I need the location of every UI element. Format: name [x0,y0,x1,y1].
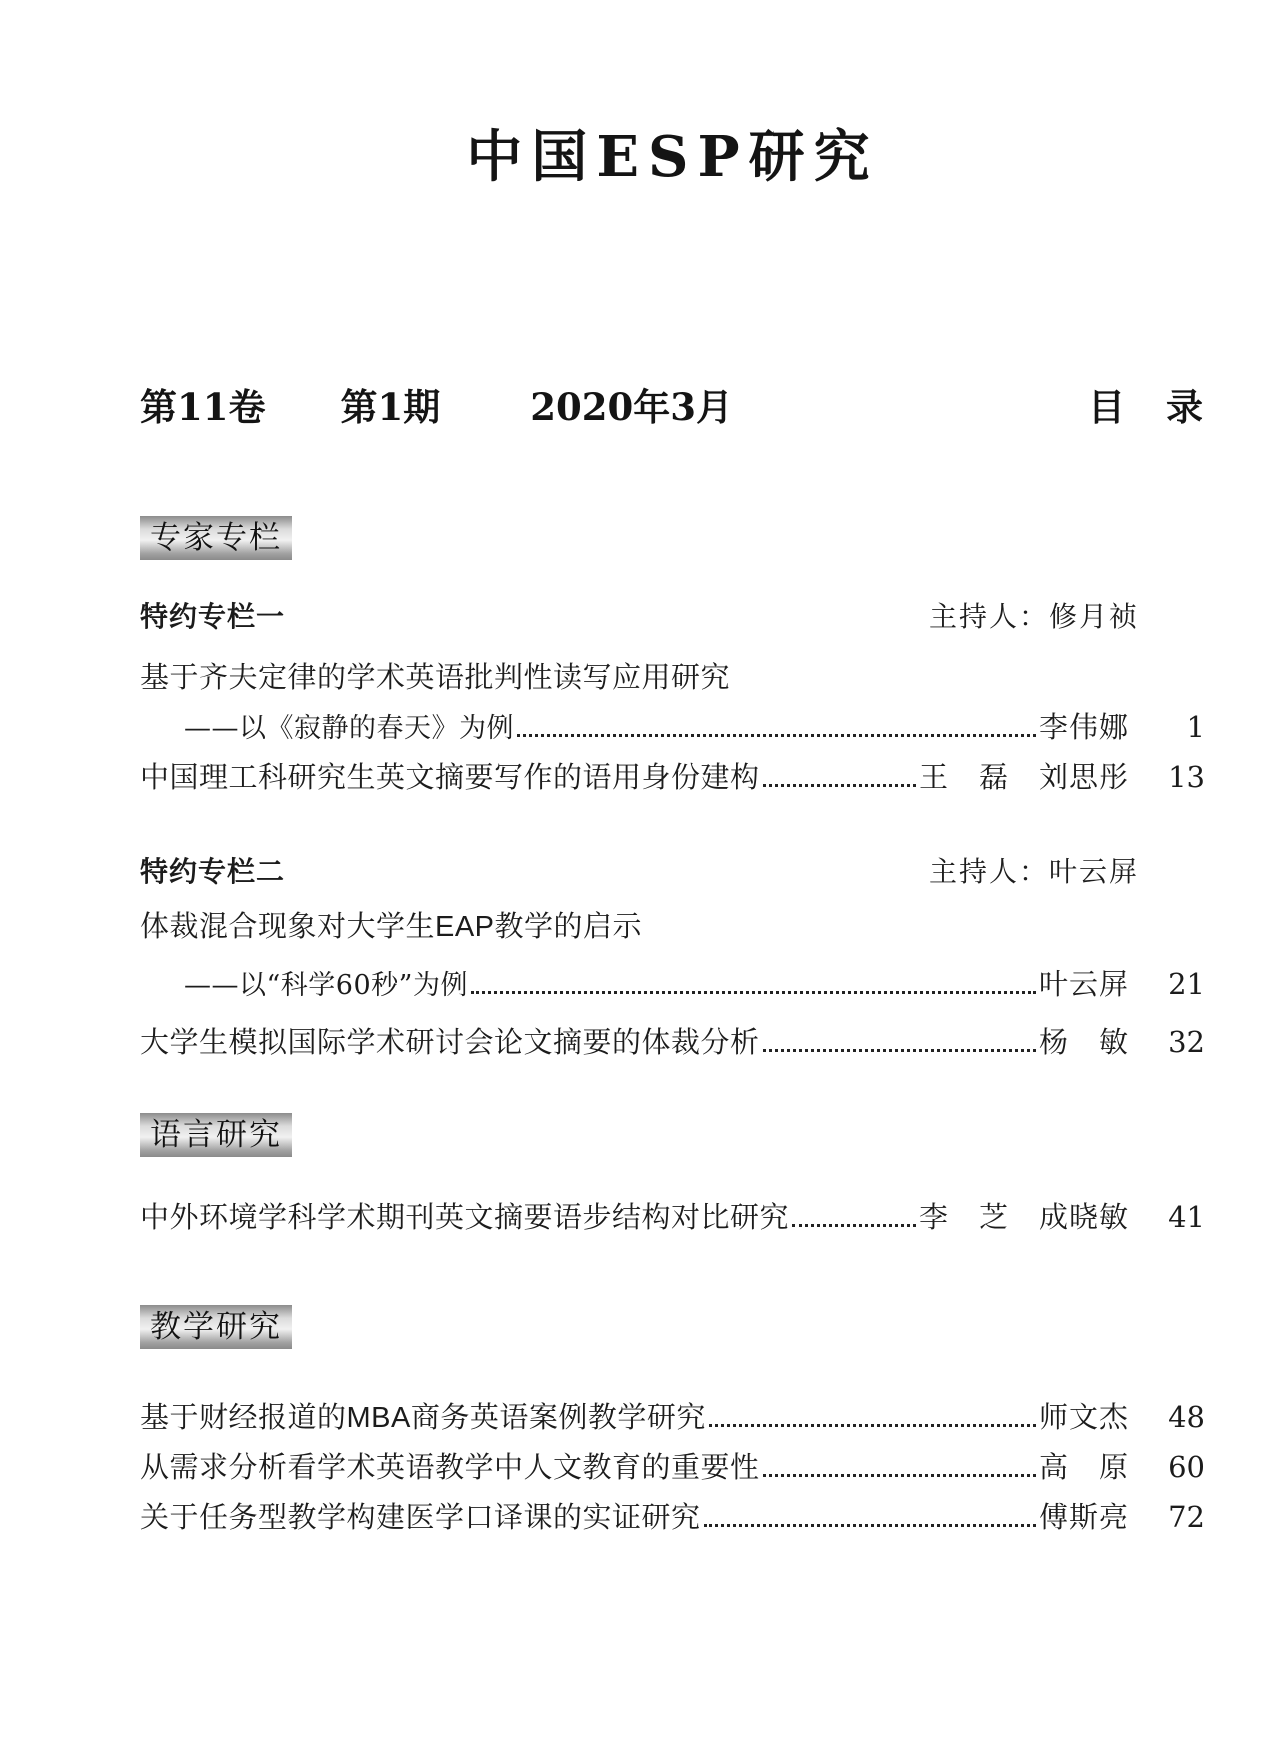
toc-entry [140,1495,1205,1545]
toc-entry [140,1395,1205,1445]
entry-authors: 叶云屏 [1038,969,1129,1002]
entry-authors: 李伟娜 [1038,712,1129,745]
entry-title: 大学生模拟国际学术研讨会论文摘要的体裁分析 [140,1027,760,1060]
entry-page-number: 60 [1168,1450,1205,1485]
masthead [140,383,1205,431]
dot-leader [792,1220,916,1227]
toc-entry [140,655,1205,705]
section-expert-columns [140,516,1205,1070]
toc-entry [140,1020,1205,1070]
dot-leader [709,1420,1036,1427]
column-heading-one: 特约专栏一 [140,601,286,633]
entry-authors: 王 磊 刘思彤 [918,762,1129,795]
volume-label: 第11卷 [140,385,266,430]
entry-page-number: 72 [1168,1500,1205,1535]
section-badge-line [140,1305,1205,1349]
issue-label: 第1期 [340,385,441,430]
section-badge-line [140,516,1205,560]
dot-leader [517,730,1036,737]
entry-title: 体裁混合现象对大学生EAP教学的启示 [140,911,643,944]
toc-entry [140,904,1205,954]
entry-authors: 杨 敏 [1038,1027,1129,1060]
section-teaching-research [140,1305,1205,1545]
section-badge-line [140,1113,1205,1157]
entry-authors: 高 原 [1038,1452,1129,1485]
section-badge-language: 语言研究 [140,1113,292,1157]
entry-page-number: 41 [1168,1200,1205,1235]
journal-title: 中国ESP研究 [466,124,879,190]
toc-entry [140,705,1205,755]
column-heading-row [140,850,1205,900]
dot-leader [471,987,1036,994]
section-badge-experts: 专家专栏 [140,516,292,560]
host-label: 主持人：叶云屏 [928,855,1139,889]
entry-authors: 傅斯亮 [1038,1502,1129,1535]
section-badge-teaching: 教学研究 [140,1305,292,1349]
entry-page-number: 13 [1168,760,1205,795]
dot-leader [763,1045,1036,1052]
entry-subtitle: ——以“科学60秒”为例 [184,970,468,1002]
host-label: 主持人：修月祯 [928,600,1139,634]
entry-subtitle: ——以《寂静的春天》为例 [184,713,514,745]
entry-authors: 李 芝 成晓敏 [918,1202,1129,1235]
date-label: 2020年3月 [530,385,733,430]
dot-leader [704,1520,1036,1527]
toc-entry [140,962,1205,1012]
entry-title: 中国理工科研究生英文摘要写作的语用身份建构 [140,762,760,795]
dot-leader [763,780,916,787]
toc-entry [140,1195,1205,1245]
entry-page-number: 32 [1168,1025,1205,1060]
entry-page-number: 21 [1168,967,1205,1002]
entry-title: 基于齐夫定律的学术英语批判性读写应用研究 [140,662,731,695]
entry-title: 从需求分析看学术英语教学中人文教育的重要性 [140,1452,760,1485]
column-heading-row [140,595,1205,645]
entry-page-number: 1 [1186,710,1205,745]
toc-entry [140,1445,1205,1495]
column-heading-two: 特约专栏二 [140,856,286,888]
section-language-research [140,1113,1205,1245]
entry-page-number: 48 [1168,1400,1205,1435]
toc-entry [140,755,1205,805]
contents-label: 目 录 [1088,385,1205,430]
dot-leader [763,1470,1036,1477]
entry-title: 基于财经报道的MBA商务英语案例教学研究 [140,1402,706,1435]
entry-title: 关于任务型教学构建医学口译课的实证研究 [140,1502,701,1535]
entry-title: 中外环境学科学术期刊英文摘要语步结构对比研究 [140,1202,790,1235]
entry-authors: 师文杰 [1038,1402,1129,1435]
